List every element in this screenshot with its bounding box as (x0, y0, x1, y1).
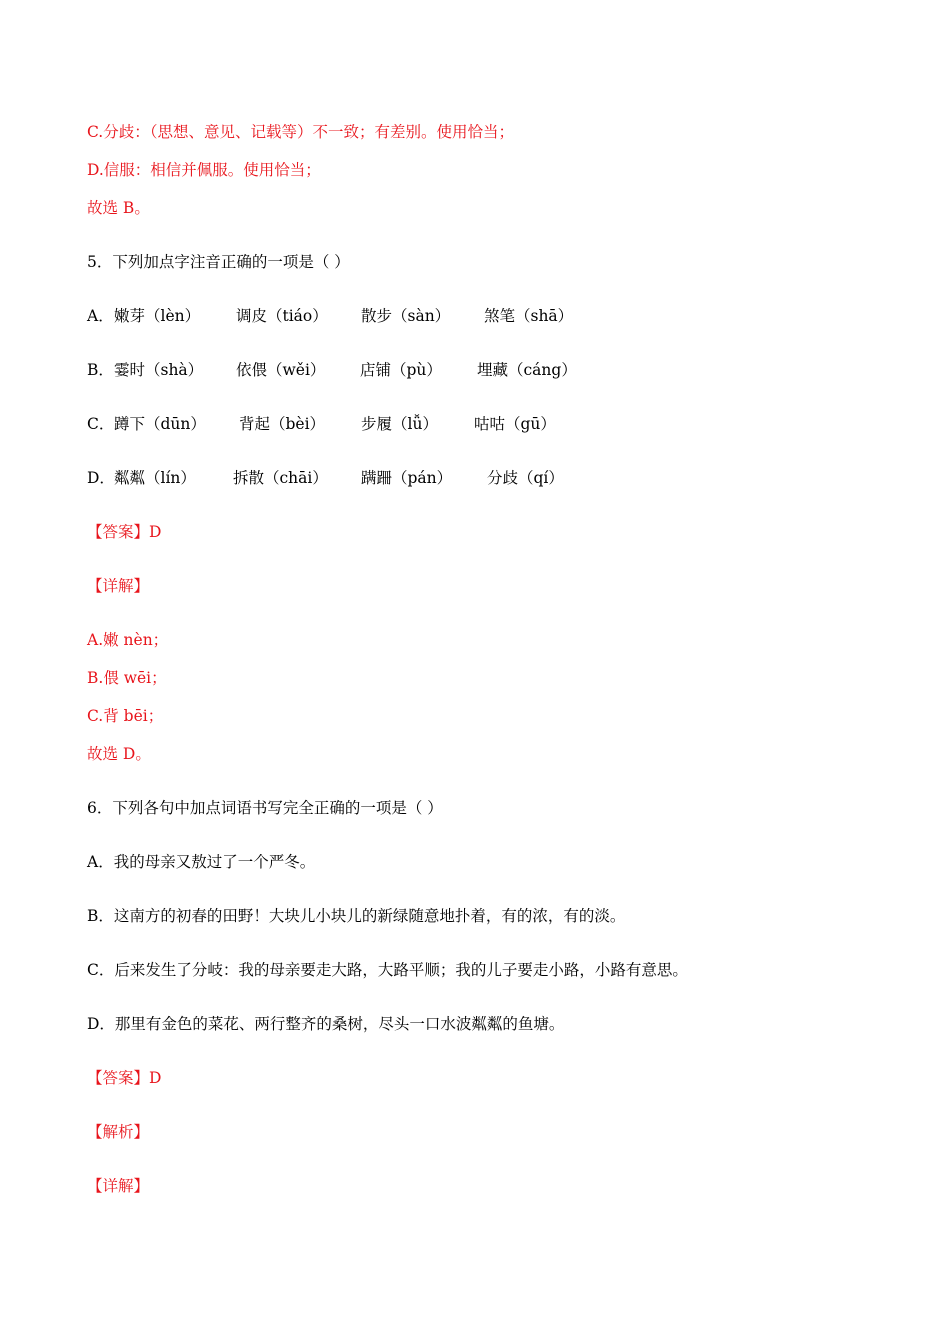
option-item: 霎时（shà） (114, 361, 204, 379)
option-item: 依偎（wěi） (236, 361, 326, 379)
option-item: 调皮（tiáo） (236, 307, 328, 325)
q5-stem: 5．下列加点字注音正确的一项是（ ） (87, 253, 350, 271)
option-prefix: A． (87, 307, 114, 325)
option-item: 拆散（chāi） (233, 469, 328, 487)
q5-detail-label: 【详解】 (87, 577, 150, 595)
q4-conclusion: 故选 B。 (87, 199, 150, 217)
option-item: 咕咕（gū） (474, 415, 556, 433)
q5-explanation-c: C.背 bēi； (87, 707, 164, 725)
option-item: 粼粼（lín） (114, 469, 196, 487)
q5-option-d (87, 468, 887, 488)
q4-option-c-note: C.分歧：（思想、意见、记载等）不一致；有差别。使用恰当； (87, 123, 514, 141)
q6-option-a: A．我的母亲又敖过了一个严冬。 (87, 853, 316, 871)
q5-answer: 【答案】D (87, 523, 162, 541)
option-item: 分歧（qí） (487, 469, 564, 487)
q5-option-b (87, 360, 887, 380)
option-item: 埋藏（cáng） (477, 361, 577, 379)
option-item: 蹒跚（pán） (361, 469, 453, 487)
q6-detail-label: 【详解】 (87, 1177, 150, 1195)
option-item: 步履（lǚ） (361, 415, 438, 433)
q6-stem: 6．下列各句中加点词语书写完全正确的一项是（ ） (87, 799, 443, 817)
q5-option-c (87, 414, 887, 434)
q5-option-a (87, 306, 887, 326)
option-prefix: C． (87, 415, 115, 433)
option-item: 煞笔（shā） (484, 307, 574, 325)
option-item: 散步（sàn） (361, 307, 451, 325)
q5-explanation-a: A.嫩 nèn； (87, 631, 169, 649)
q6-option-d: D．那里有金色的菜花、两行整齐的桑树，尽头一口水波粼粼的鱼塘。 (87, 1015, 565, 1033)
q5-explanation-b: B.偎 wēi； (87, 669, 167, 687)
option-item: 店铺（pù） (360, 361, 442, 379)
q6-option-c: C．后来发生了分岐：我的母亲要走大路，大路平顺；我的儿子要走小路，小路有意思。 (87, 961, 688, 979)
option-prefix: B． (87, 361, 114, 379)
option-item: 蹲下（dūn） (114, 415, 206, 433)
q5-conclusion: 故选 D。 (87, 745, 151, 763)
q6-analysis-label: 【解析】 (87, 1123, 150, 1141)
option-item: 嫩芽（lèn） (114, 307, 201, 325)
option-prefix: D． (87, 469, 115, 487)
option-item: 背起（bèi） (239, 415, 326, 433)
q6-answer: 【答案】D (87, 1069, 162, 1087)
q4-option-d-note: D.信服：相信并佩服。使用恰当； (87, 161, 321, 179)
q6-option-b: B．这南方的初春的田野！大块儿小块儿的新绿随意地扑着，有的浓，有的淡。 (87, 907, 626, 925)
